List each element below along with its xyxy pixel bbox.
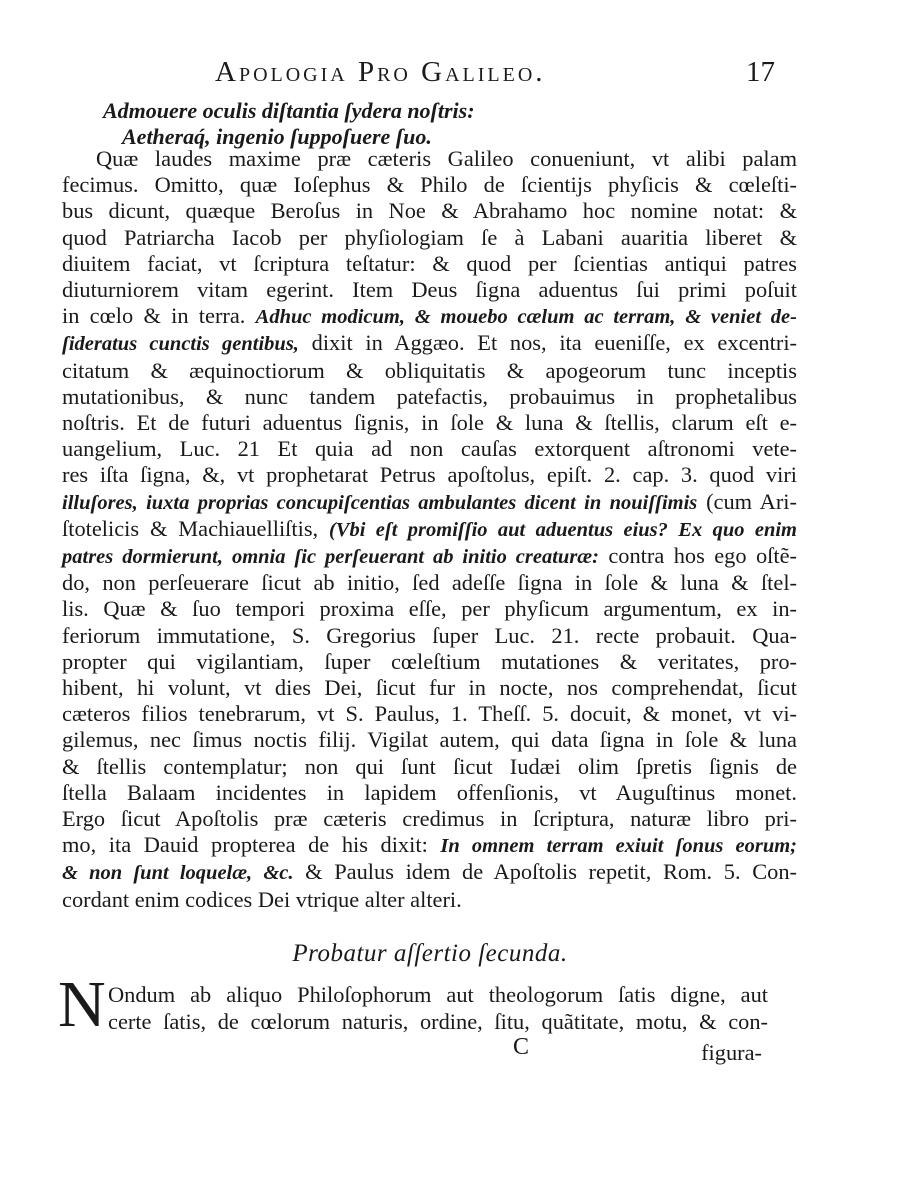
text-line [62,225,797,251]
text-segment: uangelium, Luc. 21 Et quia ad non cauſas extorquent aſtronomi vete- [62,436,797,462]
text-line [62,172,797,198]
italic-quotation: In omnem terram exiuit ſonus eorum; [440,835,797,858]
text-line [62,462,797,488]
text-line [62,596,797,622]
text-segment: do, non perſeuerare ſicut ab initio, ſed adeſſe ſigna in ſole & luna & ſtel- [62,570,797,596]
text-segment: citatum & æquinoctiorum & obliquitatis & apogeorum tunc inceptis [62,357,797,383]
text-segment: diuturniorem vitam egerint. Item Deus ſigna aduentus ſui primi poſuit [62,277,797,303]
text-segment: ſtella Balaam incidentes in lapidem offenſionis, vt Auguſtinus monet. [62,779,797,805]
text-line [62,675,797,701]
italic-quotation: Adhuc modicum, & mouebo cælum ac terram, & veniet de- [255,306,797,329]
text-segment: & ſtellis contemplatur; non qui ſunt ſicut Iudæi olim ſpretis ſignis de [62,753,797,779]
text-segment: res iſta ſigna, &, vt prophetarat Petrus apoſtolus, epiſt. 2. cap. 3. quod viri [62,462,797,488]
italic-quotation: (Vbi eſt promiſſio aut aduentus eius? Ex quo enim [328,518,797,541]
text-segment: propter qui vigilantiam, ſuper cœleſtium mutationes & veritates, pro- [62,648,797,674]
text-line [62,358,797,384]
text-line [62,277,797,303]
paragraph-2-line-2: certe ſatis, de cœlorum naturis, ordine, ſitu, quãtitate, motu, & con- [108,1008,768,1034]
text-segment: mutationibus, & nunc tandem patefactis, probauimus in prophetalibus [62,383,797,409]
section-heading: Probatur aſſertio ſecunda. [292,940,568,967]
text-segment: gilemus, nec ſimus noctis filij. Vigilat autem, qui data ſigna in ſole & luna [62,727,797,753]
running-head [215,52,775,92]
italic-quotation: ſideratus cunctis gentibus, [62,333,299,356]
text-segment: cordant enim codices Dei vtrique alter alteri. [62,886,462,912]
text-line [62,251,797,277]
text-segment: noſtris. Et de futuri aduentus ſignis, in ſole & luna & ſtellis, clarum eſt e- [62,410,797,436]
text-segment: fecimus. Omitto, quæ Ioſephus & Philo de ſcientijs phyſicis & cœleſti- [62,172,797,198]
text-segment: hibent, hi volunt, vt dies Dei, ſicut fur in nocte, nos comprehendat, ſicut [62,675,797,701]
text-line [62,384,797,410]
verse-line-2: Aetheraq́, ingenio ſuppoſuere ſuo. [122,124,432,149]
text-line [62,489,797,516]
paragraph-1 [62,146,797,913]
text-line [62,780,797,806]
text-line [62,543,797,570]
text-line [62,410,797,436]
text-segment: Ergo ſicut Apoſtolis præ cæteris credimus in ſcriptura, naturæ libro pri- [62,806,797,832]
text-line [62,727,797,753]
text-line [62,887,797,913]
catchword: figura- [701,1040,762,1065]
italic-quotation: illuſores, iuxta proprias concupiſcentias ambulantes dicent in nouiſſimis [62,491,698,514]
text-segment: dixit in Aggæo. Et nos, ita eueniſſe, ex excentri- [298,330,797,356]
text-segment: mo, ita Dauid propterea de his dixit: [62,832,441,858]
text-line [62,623,797,649]
text-segment: diuitem faciat, vt ſcriptura teſtatur: & quod per ſcientias antiqui patres [62,250,797,276]
drop-cap-initial: N [58,968,106,1041]
text-line [62,859,797,886]
text-line [62,303,797,330]
text-line [62,701,797,727]
text-line [62,570,797,596]
text-line [62,198,797,224]
text-segment: feriorum immutatione, S. Gregorius ſuper Luc. 21. recte probauit. Qua- [62,622,797,648]
text-line [62,806,797,832]
paragraph-2 [108,982,768,1035]
running-title: Apologia Pro Galileo. [215,56,546,88]
text-segment: contra hos ego oſtẽ- [598,543,797,569]
signature-mark: C [513,1034,530,1060]
verse-line-1: Admouere oculis diſtantia ſydera noſtris: [103,98,475,123]
text-segment: (cum Ari- [697,488,797,514]
text-line [62,330,797,357]
text-segment: cæteros filios tenebrarum, vt S. Paulus, 1. Theſſ. 5. docuit, & monet, vt vi- [62,701,797,727]
text-line [62,832,797,859]
text-line [62,436,797,462]
text-segment: ſtotelicis & Machiauelliſtis, [62,515,329,541]
text-segment: & Paulus idem de Apoſtolis repetit, Rom. 5. Con- [293,859,797,885]
text-segment: quod Patriarcha Iacob per phyſiologiam ſe à Labani auaritia liberet & [62,224,797,250]
paragraph-2-line-1: Ondum ab aliquo Philoſophorum aut theologorum ſatis digne, aut [108,982,768,1007]
text-segment: bus dicunt, quæque Beroſus in Noe & Abrahamo hoc nomine notat: & [62,198,797,224]
text-segment: in cœlo & in terra. [62,303,256,329]
text-line [62,516,797,543]
text-line [62,146,797,172]
text-segment: lis. Quæ & ſuo tempori proxima eſſe, per phyſicum argumentum, ex in- [62,596,797,622]
text-line [62,649,797,675]
text-line [62,754,797,780]
italic-quotation: patres dormierunt, omnia ſic perſeuerant ab initio creaturæ: [62,546,599,569]
text-segment: Quæ laudes maxime præ cæteris Galileo conueniunt, vt alibi palam [96,146,797,171]
italic-quotation: & non ſunt loquelæ, &c. [62,862,294,885]
page-number: 17 [746,56,775,88]
